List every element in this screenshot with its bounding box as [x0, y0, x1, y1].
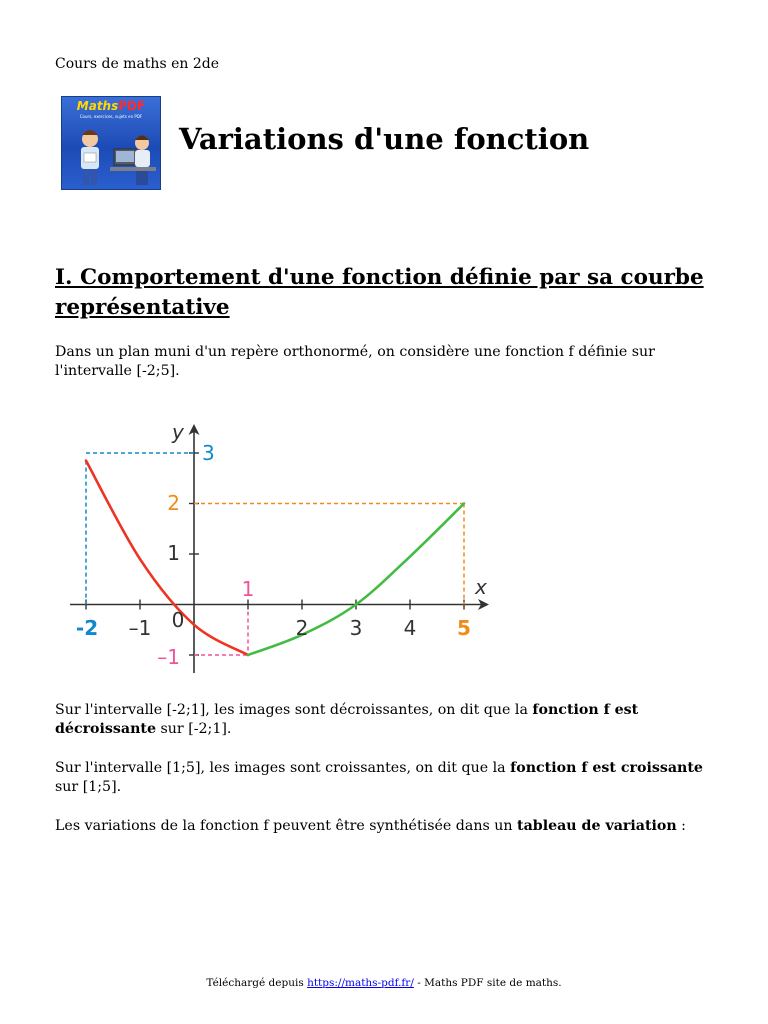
page-title: Variations d'une fonction: [179, 122, 590, 156]
section-title: I. Comportement d'une fonction définie par sa courbe représentative: [55, 265, 704, 320]
function-graph: [60, 415, 500, 680]
x-tick-1: 1: [241, 577, 255, 601]
x-tick-neg1: –1: [128, 616, 152, 640]
increasing-text-1: Sur l'intervalle [1;5], les images sont croissantes, on dit que la: [55, 760, 511, 776]
x-axis-variable: x: [475, 575, 487, 599]
logo-subtitle: Cours, exercices, sujets en PDF: [79, 114, 143, 119]
variation-text-1: Les variations de la fonction f peuvent être synthétisée dans un: [55, 818, 518, 834]
increasing-paragraph: [55, 759, 715, 797]
footer-text-after: - Maths PDF site de maths.: [413, 977, 562, 989]
y-tick-2: 2: [167, 491, 180, 515]
logo-word-pdf: PDF: [118, 99, 146, 113]
x-tick-neg2: -2: [75, 616, 99, 640]
footer-link[interactable]: https://maths-pdf.fr/: [307, 977, 414, 989]
decreasing-paragraph: [55, 701, 715, 739]
decreasing-text-1: Sur l'intervalle [-2;1], les images sont décroissantes, on dit que la: [55, 702, 533, 718]
decreasing-text-2: sur [-2;1].: [155, 721, 232, 737]
footer: [0, 977, 768, 989]
y-tick-1: 1: [167, 541, 180, 565]
variation-bold: tableau de variation: [517, 818, 677, 834]
x-tick-4: 4: [403, 616, 417, 640]
logo-word-maths: Maths: [76, 99, 119, 113]
increasing-text-2: sur [1;5].: [55, 779, 122, 795]
decreasing-bold: fonction f est décroissante: [55, 702, 639, 737]
logo-characters-illustration: [62, 97, 160, 189]
x-tick-5: 5: [457, 616, 471, 640]
origin-label: 0: [171, 608, 185, 632]
x-tick-2: 2: [295, 616, 309, 640]
increasing-bold: fonction f est croissante: [510, 760, 703, 776]
course-label: Cours de maths en 2de: [55, 56, 219, 72]
x-tick-3: 3: [349, 616, 363, 640]
y-axis-variable: y: [172, 420, 184, 444]
variation-table-paragraph: [55, 817, 715, 836]
variation-text-2: :: [676, 818, 686, 834]
y-tick-3: 3: [202, 441, 215, 465]
maths-pdf-logo: [61, 96, 161, 190]
intro-paragraph: Dans un plan muni d'un repère orthonormé, on considère une fonction f définie sur l'intervalle [-2;5].: [55, 344, 655, 379]
y-tick-neg1: –1: [157, 645, 180, 669]
footer-text-before: Téléchargé depuis: [206, 977, 308, 989]
